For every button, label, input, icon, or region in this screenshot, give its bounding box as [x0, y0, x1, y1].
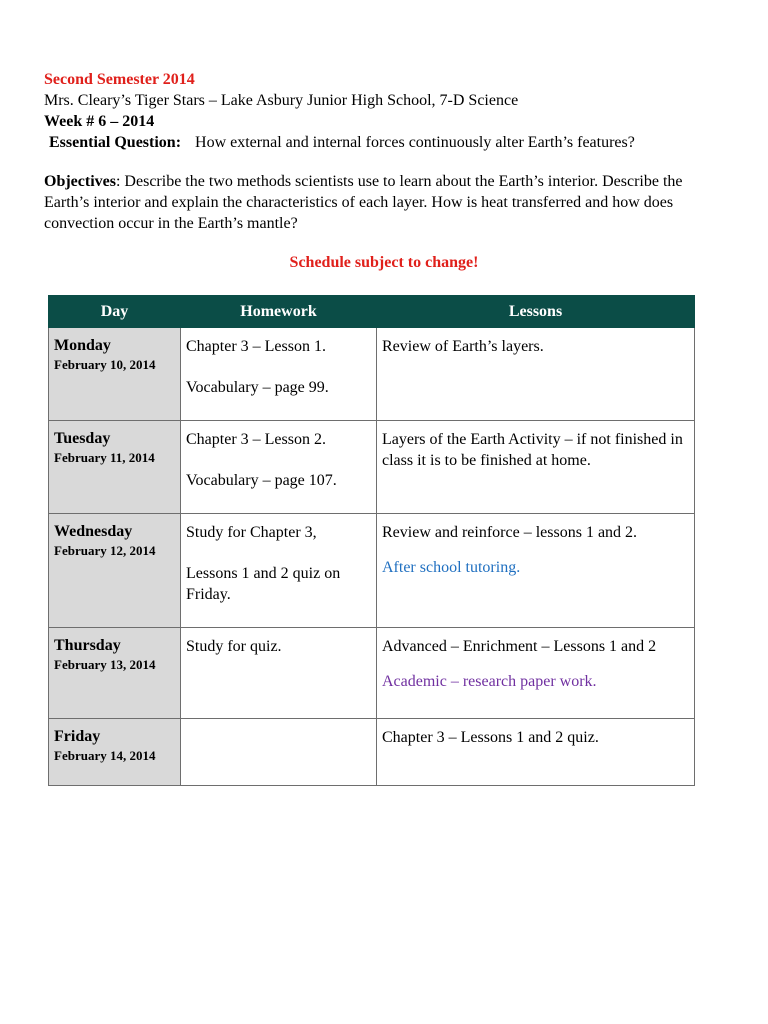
table-row	[49, 421, 695, 514]
objectives-label: Objectives	[44, 173, 116, 190]
lessons-cell	[377, 628, 695, 719]
column-header-lessons: Lessons	[377, 296, 695, 328]
semester-title: Second Semester 2014	[44, 71, 195, 88]
day-cell	[49, 328, 181, 421]
homework-item: Lessons 1 and 2 quiz on Friday.	[186, 565, 341, 603]
table-header-row	[49, 296, 695, 328]
lesson-item: Review of Earth’s layers.	[382, 338, 544, 355]
table-row	[49, 514, 695, 628]
homework-item: Study for quiz.	[186, 638, 282, 655]
lessons-cell	[377, 328, 695, 421]
homework-item: Study for Chapter 3,	[186, 524, 317, 541]
lesson-item: Advanced – Enrichment – Lessons 1 and 2	[382, 638, 657, 655]
homework-cell	[181, 628, 377, 719]
objectives-text: : Describe the two methods scientists use to learn about the Earth’s interior. Describe the Earth’s interior and explain the characteristics of each layer. How is heat transferred and how does convection occur in the Earth’s mantle?	[44, 173, 683, 232]
document-header	[44, 69, 734, 153]
day-date: February 14, 2014	[54, 748, 156, 763]
table-row	[49, 719, 695, 786]
schedule-table	[48, 295, 695, 786]
homework-cell	[181, 719, 377, 786]
lesson-item: Review and reinforce – lessons 1 and 2.	[382, 524, 638, 541]
day-name: Thursday	[54, 637, 121, 654]
homework-item: Vocabulary – page 107.	[186, 472, 337, 489]
lesson-item-academic: Academic – research paper work.	[382, 673, 597, 690]
week-label: Week # 6 – 2014	[44, 113, 155, 130]
homework-cell	[181, 514, 377, 628]
essential-question	[44, 132, 734, 153]
lessons-cell	[377, 421, 695, 514]
day-name: Friday	[54, 728, 101, 745]
day-date: February 11, 2014	[54, 450, 155, 465]
homework-cell	[181, 421, 377, 514]
day-date: February 10, 2014	[54, 357, 156, 372]
day-date: February 12, 2014	[54, 543, 156, 558]
homework-item: Vocabulary – page 99.	[186, 379, 329, 396]
homework-item: Chapter 3 – Lesson 1.	[186, 338, 326, 355]
day-cell	[49, 514, 181, 628]
essential-question-text: How external and internal forces continuously alter Earth’s features?	[195, 134, 635, 151]
essential-question-label: Essential Question:	[49, 134, 182, 151]
day-name: Wednesday	[54, 523, 133, 540]
table-row	[49, 628, 695, 719]
column-header-day: Day	[49, 296, 181, 328]
homework-item: Chapter 3 – Lesson 2.	[186, 431, 326, 448]
table-row	[49, 328, 695, 421]
schedule-notice: Schedule subject to change!	[289, 254, 479, 271]
lessons-cell	[377, 514, 695, 628]
objectives	[44, 171, 704, 234]
day-cell	[49, 421, 181, 514]
lesson-item: Chapter 3 – Lessons 1 and 2 quiz.	[382, 729, 599, 746]
day-cell	[49, 719, 181, 786]
lesson-item-tutoring: After school tutoring.	[382, 559, 521, 576]
homework-cell	[181, 328, 377, 421]
lessons-cell	[377, 719, 695, 786]
lesson-item: Layers of the Earth Activity – if not finished in class it is to be finished at home.	[382, 431, 683, 469]
class-line: Mrs. Cleary’s Tiger Stars – Lake Asbury Junior High School, 7-D Science	[44, 92, 519, 109]
day-cell	[49, 628, 181, 719]
day-date: February 13, 2014	[54, 657, 156, 672]
day-name: Tuesday	[54, 430, 111, 447]
column-header-homework: Homework	[181, 296, 377, 328]
day-name: Monday	[54, 337, 111, 354]
